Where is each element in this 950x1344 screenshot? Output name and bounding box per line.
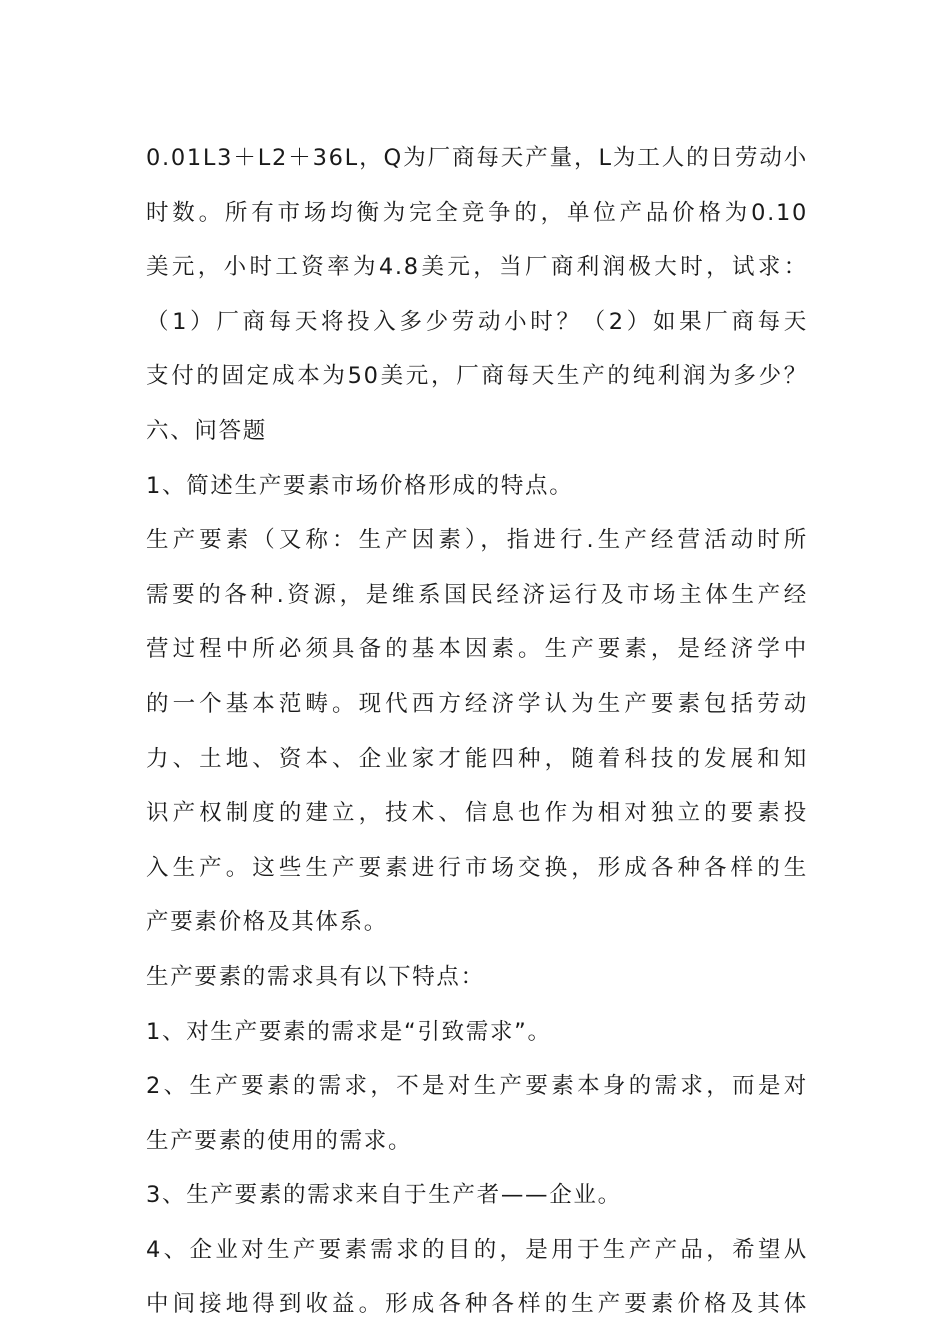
text-line: 营过程中所必须具备的基本因素。生产要素，是经济学中 [146,636,808,663]
text-line: 支付的固定成本为50美元，厂商每天生产的纯利润为多少？ [146,363,808,390]
text-line: 需要的各种.资源，是维系国民经济运行及市场主体生产经 [146,581,808,608]
text-line: 美元，小时工资率为4.8美元，当厂商利润极大时，试求： [146,254,808,281]
text-line: 时数。所有市场均衡为完全竞争的，单位产品价格为0.10 [146,199,808,226]
text-line: 生产要素（又称：生产因素），指进行.生产经营活动时所 [146,527,808,554]
list-item: 3、生产要素的需求来自于生产者——企业。 [146,1182,622,1209]
text-line: 入生产。这些生产要素进行市场交换，形成各种各样的生 [146,854,808,881]
text-line: 0.01L3＋L2＋36L，Q为厂商每天产量，L为工人的日劳动小 [146,145,808,171]
list-item: 1、对生产要素的需求是“引致需求”。 [146,1018,552,1045]
list-item: 4、企业对生产要素需求的目的，是用于生产产品，希望从 [146,1236,808,1263]
text-line: （1）厂商每天将投入多少劳动小时？（2）如果厂商每天 [146,308,808,335]
text-line: 力、土地、资本、企业家才能四种，随着科技的发展和知 [146,745,808,772]
text-line: 生产要素的需求具有以下特点： [146,963,485,990]
text-line: 的一个基本范畴。现代西方经济学认为生产要素包括劳动 [146,690,808,717]
text-line: 中间接地得到收益。形成各种各样的生产要素价格及其体 [146,1291,808,1318]
section-heading: 六、问答题 [146,417,268,444]
document-body [146,131,808,1332]
text-line: 产要素价格及其体系。 [146,909,389,936]
list-item: 2、生产要素的需求，不是对生产要素本身的需求，而是对 [146,1073,808,1100]
question-heading: 1、简述生产要素市场价格形成的特点。 [146,472,574,499]
text-line: 生产要素的使用的需求。 [146,1127,413,1154]
text-line: 识产权制度的建立，技术、信息也作为相对独立的要素投 [146,800,808,827]
